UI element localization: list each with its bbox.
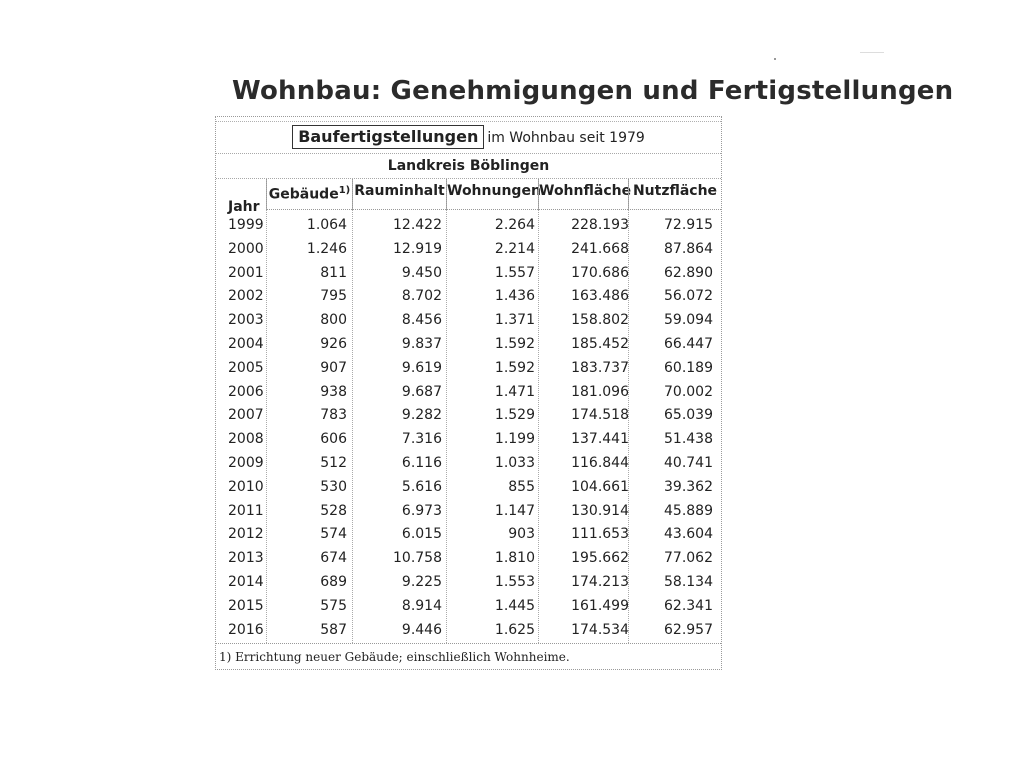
cell-rauminhalt: 8.914 xyxy=(401,597,442,614)
cell-jahr: 2005 xyxy=(228,359,264,376)
cell-nutzflaeche: 65.039 xyxy=(664,407,713,424)
cell-gebaeude: 811 xyxy=(320,264,347,281)
cell-gebaeude: 926 xyxy=(320,336,347,352)
statistics-table xyxy=(215,116,722,670)
cell-gebaeude: 689 xyxy=(320,574,347,590)
cell-nutzflaeche: 39.362 xyxy=(664,478,713,495)
scan-speck xyxy=(774,58,776,60)
cell-rauminhalt: 5.616 xyxy=(401,478,442,495)
cell-wohnungen: 1.592 xyxy=(494,336,535,352)
table-subheading: Landkreis Böblingen xyxy=(216,153,721,179)
table-row xyxy=(216,384,721,408)
cell-wohnungen: 1.033 xyxy=(494,455,535,471)
cell-jahr: 2006 xyxy=(228,383,264,400)
cell-wohnflaeche: 241.668 xyxy=(571,240,629,257)
column-header-nutzflaeche: Nutzfläche xyxy=(628,178,721,210)
cell-jahr: 2007 xyxy=(228,407,264,424)
cell-nutzflaeche: 77.062 xyxy=(664,550,713,567)
cell-wohnungen: 1.147 xyxy=(494,502,535,519)
cell-nutzflaeche: 56.072 xyxy=(664,288,713,305)
cell-wohnungen: 903 xyxy=(508,526,535,543)
cell-wohnungen: 1.553 xyxy=(494,574,535,590)
cell-nutzflaeche: 62.890 xyxy=(664,264,713,281)
table-row xyxy=(216,479,721,503)
cell-jahr: 2012 xyxy=(228,526,264,543)
cell-wohnungen: 1.199 xyxy=(494,431,535,448)
column-header-gebaeude-label: Gebäude xyxy=(268,186,339,203)
cell-wohnflaeche: 161.499 xyxy=(571,597,629,614)
cell-wohnflaeche: 116.844 xyxy=(571,455,629,471)
table-row xyxy=(216,407,721,431)
table-header xyxy=(216,178,721,218)
cell-jahr: 2004 xyxy=(228,336,264,352)
table-heading-boxed: Baufertigstellungen xyxy=(292,125,484,149)
cell-nutzflaeche: 58.134 xyxy=(664,574,713,590)
table-row xyxy=(216,455,721,479)
cell-wohnungen: 2.264 xyxy=(494,217,535,233)
cell-gebaeude: 530 xyxy=(320,478,347,495)
cell-wohnungen: 1.557 xyxy=(494,264,535,281)
cell-nutzflaeche: 40.741 xyxy=(664,455,713,471)
cell-jahr: 2002 xyxy=(228,288,264,305)
cell-nutzflaeche: 51.438 xyxy=(664,431,713,448)
cell-rauminhalt: 8.456 xyxy=(401,312,442,329)
cell-jahr: 2011 xyxy=(228,502,264,519)
table-row xyxy=(216,431,721,455)
cell-nutzflaeche: 60.189 xyxy=(664,359,713,376)
table-heading-rest: im Wohnbau seit 1979 xyxy=(487,130,645,146)
cell-rauminhalt: 9.619 xyxy=(401,359,442,376)
table-row xyxy=(216,217,721,241)
cell-gebaeude: 574 xyxy=(320,526,347,543)
cell-rauminhalt: 7.316 xyxy=(401,431,442,448)
cell-jahr: 2003 xyxy=(228,312,264,329)
table-row xyxy=(216,288,721,312)
cell-wohnflaeche: 111.653 xyxy=(571,526,629,543)
cell-wohnflaeche: 174.518 xyxy=(571,407,629,424)
cell-wohnungen: 1.471 xyxy=(494,383,535,400)
footnote: 1) Errichtung neuer Gebäude; einschließlich Wohnheime. xyxy=(219,650,570,664)
cell-gebaeude: 795 xyxy=(320,288,347,305)
cell-rauminhalt: 10.758 xyxy=(393,550,442,567)
cell-wohnungen: 1.529 xyxy=(494,407,535,424)
cell-gebaeude: 800 xyxy=(320,312,347,329)
cell-rauminhalt: 9.282 xyxy=(401,407,442,424)
cell-jahr: 2014 xyxy=(228,574,264,590)
table-row xyxy=(216,241,721,265)
cell-nutzflaeche: 45.889 xyxy=(664,502,713,519)
cell-gebaeude: 674 xyxy=(320,550,347,567)
cell-rauminhalt: 9.837 xyxy=(401,336,442,352)
cell-wohnungen: 1.436 xyxy=(494,288,535,305)
cell-nutzflaeche: 59.094 xyxy=(664,312,713,329)
cell-jahr: 2000 xyxy=(228,240,264,257)
table-row xyxy=(216,360,721,384)
table-row xyxy=(216,526,721,550)
cell-gebaeude: 1.246 xyxy=(306,240,347,257)
cell-wohnflaeche: 130.914 xyxy=(571,502,629,519)
cell-nutzflaeche: 43.604 xyxy=(664,526,713,543)
cell-rauminhalt: 6.116 xyxy=(401,455,442,471)
cell-rauminhalt: 12.919 xyxy=(393,240,442,257)
cell-gebaeude: 575 xyxy=(320,597,347,614)
cell-wohnungen: 2.214 xyxy=(494,240,535,257)
cell-rauminhalt: 8.702 xyxy=(401,288,442,305)
table-row xyxy=(216,336,721,360)
column-header-jahr: Jahr xyxy=(228,199,260,215)
column-header-wohnungen: Wohnungen xyxy=(446,178,538,210)
cell-rauminhalt: 9.687 xyxy=(401,383,442,400)
cell-rauminhalt: 9.450 xyxy=(401,264,442,281)
cell-wohnflaeche: 104.661 xyxy=(571,478,629,495)
cell-jahr: 2016 xyxy=(228,621,264,638)
cell-gebaeude: 783 xyxy=(320,407,347,424)
cell-wohnflaeche: 228.193 xyxy=(571,217,629,233)
cell-nutzflaeche: 87.864 xyxy=(664,240,713,257)
cell-nutzflaeche: 62.341 xyxy=(664,597,713,614)
cell-wohnflaeche: 170.686 xyxy=(571,264,629,281)
cell-wohnungen: 855 xyxy=(508,478,535,495)
cell-gebaeude: 512 xyxy=(320,455,347,471)
table-row xyxy=(216,574,721,598)
cell-gebaeude: 1.064 xyxy=(306,217,347,233)
footnote-area xyxy=(216,643,721,669)
table-row xyxy=(216,598,721,622)
cell-gebaeude: 907 xyxy=(320,359,347,376)
footnote-marker: 1) xyxy=(338,185,351,196)
table-row xyxy=(216,503,721,527)
cell-wohnflaeche: 195.662 xyxy=(571,550,629,567)
cell-jahr: 1999 xyxy=(228,217,264,233)
cell-wohnflaeche: 158.802 xyxy=(571,312,629,329)
cell-gebaeude: 938 xyxy=(320,383,347,400)
column-header-gebaeude xyxy=(266,178,352,210)
cell-wohnflaeche: 137.441 xyxy=(571,431,629,448)
cell-gebaeude: 528 xyxy=(320,502,347,519)
cell-nutzflaeche: 70.002 xyxy=(664,383,713,400)
table-row xyxy=(216,622,721,646)
table-top-divider xyxy=(216,121,721,122)
table-row xyxy=(216,550,721,574)
cell-jahr: 2010 xyxy=(228,478,264,495)
cell-jahr: 2015 xyxy=(228,597,264,614)
column-header-wohnflaeche: Wohnfläche xyxy=(538,178,628,210)
cell-rauminhalt: 6.015 xyxy=(401,526,442,543)
cell-jahr: 2001 xyxy=(228,264,264,281)
cell-wohnungen: 1.625 xyxy=(494,621,535,638)
cell-jahr: 2008 xyxy=(228,431,264,448)
cell-rauminhalt: 6.973 xyxy=(401,502,442,519)
cell-wohnungen: 1.810 xyxy=(494,550,535,567)
cell-jahr: 2009 xyxy=(228,455,264,471)
table-row xyxy=(216,265,721,289)
cell-gebaeude: 587 xyxy=(320,621,347,638)
table-heading xyxy=(216,125,721,153)
cell-wohnungen: 1.371 xyxy=(494,312,535,329)
cell-wohnungen: 1.445 xyxy=(494,597,535,614)
cell-nutzflaeche: 66.447 xyxy=(664,336,713,352)
cell-rauminhalt: 12.422 xyxy=(393,217,442,233)
page-title: Wohnbau: Genehmigungen und Fertigstellungen xyxy=(232,76,954,106)
cell-wohnflaeche: 174.534 xyxy=(571,621,629,638)
cell-rauminhalt: 9.446 xyxy=(401,621,442,638)
cell-wohnflaeche: 163.486 xyxy=(571,288,629,305)
table-row xyxy=(216,312,721,336)
cell-nutzflaeche: 72.915 xyxy=(664,217,713,233)
cell-wohnflaeche: 181.096 xyxy=(571,383,629,400)
cell-gebaeude: 606 xyxy=(320,431,347,448)
cell-jahr: 2013 xyxy=(228,550,264,567)
cell-wohnungen: 1.592 xyxy=(494,359,535,376)
cell-wohnflaeche: 183.737 xyxy=(571,359,629,376)
column-header-rauminhalt: Rauminhalt xyxy=(352,178,446,210)
cell-rauminhalt: 9.225 xyxy=(401,574,442,590)
scan-line xyxy=(860,52,884,53)
cell-nutzflaeche: 62.957 xyxy=(664,621,713,638)
cell-wohnflaeche: 185.452 xyxy=(571,336,629,352)
cell-wohnflaeche: 174.213 xyxy=(571,574,629,590)
